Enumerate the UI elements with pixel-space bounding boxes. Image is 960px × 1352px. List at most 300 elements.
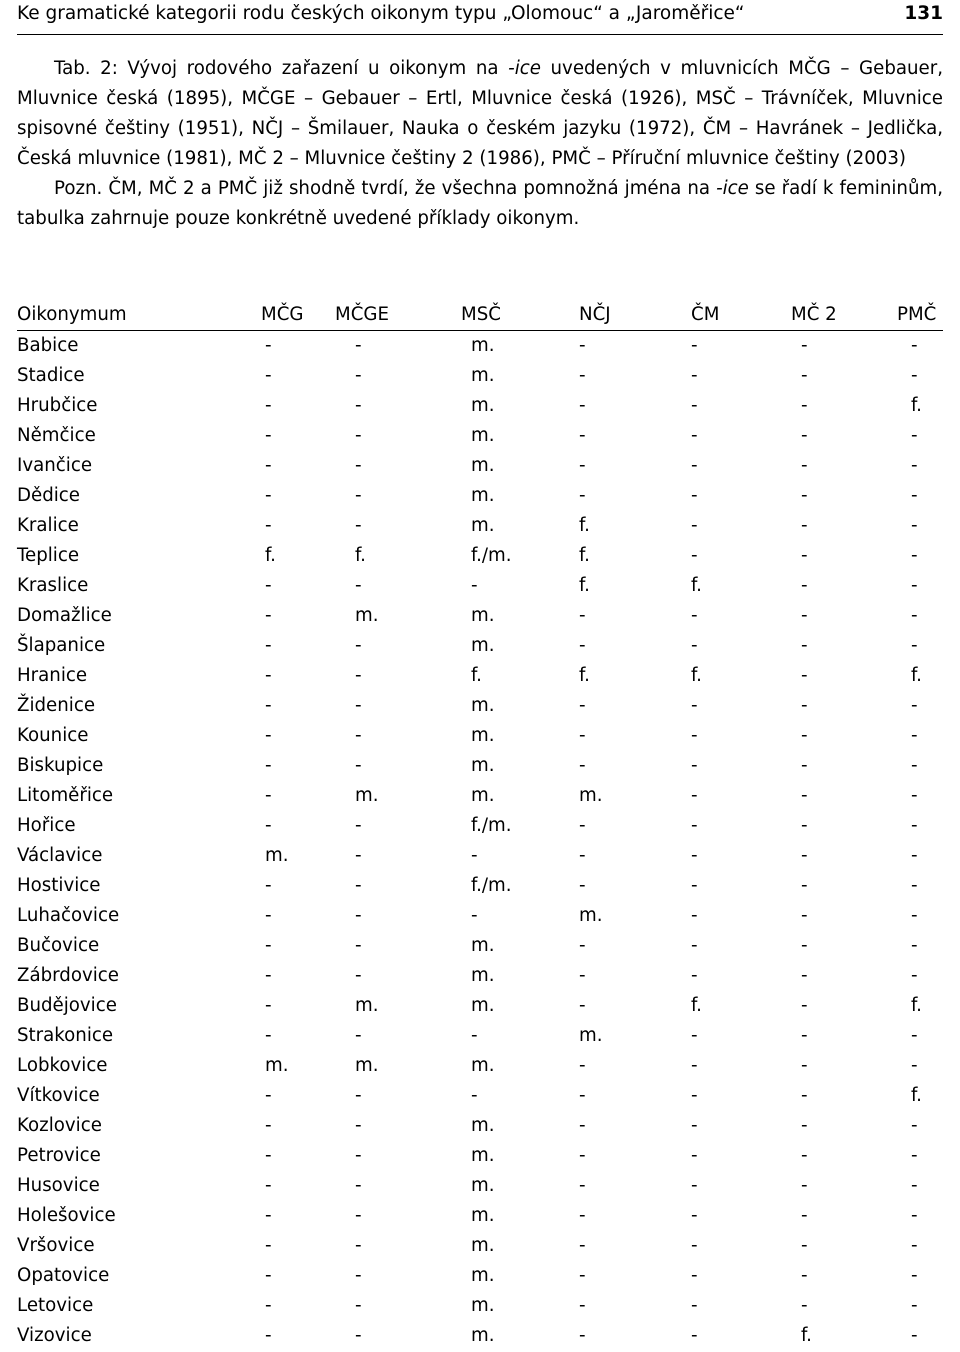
gender-value: - xyxy=(801,905,808,926)
gender-cell xyxy=(763,1021,861,1051)
gender-value: - xyxy=(355,905,362,926)
gender-value: - xyxy=(691,935,698,956)
oikonym-gender-table xyxy=(17,300,943,1351)
gender-value: f. xyxy=(691,995,702,1016)
gender-value: - xyxy=(579,995,586,1016)
gender-cell xyxy=(539,661,651,691)
gender-value: - xyxy=(801,1265,808,1286)
gender-cell xyxy=(651,781,763,811)
gender-value: - xyxy=(265,935,272,956)
gender-value: - xyxy=(265,815,272,836)
gender-value: - xyxy=(801,725,808,746)
gender-value: - xyxy=(355,635,362,656)
gender-value: - xyxy=(355,1235,362,1256)
gender-cell xyxy=(763,481,861,511)
gender-cell xyxy=(861,451,943,481)
column-header-2 xyxy=(307,300,429,331)
caption-note-prefix: Pozn. ČM, MČ 2 a PMČ již shodně tvrdí, že všechna pomnožná jména na xyxy=(54,178,717,199)
gender-value: - xyxy=(579,485,586,506)
gender-value: f. xyxy=(355,545,366,566)
table-row xyxy=(17,361,943,391)
gender-value: - xyxy=(911,635,918,656)
gender-cell xyxy=(539,421,651,451)
gender-value: f./m. xyxy=(471,815,512,836)
gender-cell xyxy=(215,871,307,901)
column-header-label: NČJ xyxy=(579,304,611,325)
gender-value: - xyxy=(691,725,698,746)
gender-cell xyxy=(861,511,943,541)
gender-cell xyxy=(763,1141,861,1171)
gender-cell xyxy=(429,901,539,931)
gender-cell xyxy=(763,1261,861,1291)
gender-value: - xyxy=(355,1265,362,1286)
gender-value: - xyxy=(579,1115,586,1136)
gender-value: - xyxy=(579,875,586,896)
oikonym-name-cell xyxy=(17,631,215,661)
gender-value: - xyxy=(355,845,362,866)
gender-cell xyxy=(651,1291,763,1321)
gender-value: - xyxy=(691,365,698,386)
gender-value: - xyxy=(911,425,918,446)
gender-cell xyxy=(539,1201,651,1231)
gender-value: - xyxy=(579,755,586,776)
column-header-label: PMČ xyxy=(897,304,937,325)
gender-cell xyxy=(651,1171,763,1201)
gender-cell xyxy=(539,1321,651,1351)
caption-title-rest: uvedených v mluvnicích MČG – Gebauer, Mluvnice česká (1895), MČGE – Gebauer – Ertl, Mluvnice česká (1926), MSČ – Trávníček, Mluvnice spisovné češtiny (1951), NČJ – Šmilauer, Nauka o českém jazyku (1972), ČM – Havránek – Jedlička, Česká mluvnice (1981), MČ 2 – Mluvnice češtiny 2 (1986), PMČ – Příruční mluvnice češtiny (2003) xyxy=(17,58,943,169)
gender-cell xyxy=(861,751,943,781)
gender-value: m. xyxy=(579,905,603,926)
gender-value: - xyxy=(265,785,272,806)
gender-value: - xyxy=(579,335,586,356)
table-row xyxy=(17,931,943,961)
gender-cell xyxy=(307,1081,429,1111)
gender-value: m. xyxy=(471,935,495,956)
gender-cell xyxy=(539,721,651,751)
gender-cell xyxy=(215,961,307,991)
oikonym-name: Opatovice xyxy=(17,1265,110,1286)
gender-cell xyxy=(429,1321,539,1351)
gender-cell xyxy=(763,1201,861,1231)
gender-value: - xyxy=(691,755,698,776)
oikonym-name-cell xyxy=(17,961,215,991)
gender-cell xyxy=(539,451,651,481)
gender-cell xyxy=(651,331,763,362)
gender-value: - xyxy=(801,665,808,686)
gender-value: - xyxy=(911,515,918,536)
gender-value: - xyxy=(579,635,586,656)
oikonym-name-cell xyxy=(17,871,215,901)
gender-value: - xyxy=(801,635,808,656)
table-row xyxy=(17,841,943,871)
oikonym-name: Vítkovice xyxy=(17,1085,100,1106)
gender-cell xyxy=(539,991,651,1021)
gender-value: - xyxy=(801,1235,808,1256)
gender-cell xyxy=(861,1051,943,1081)
oikonym-name-cell xyxy=(17,901,215,931)
gender-cell xyxy=(861,721,943,751)
gender-cell xyxy=(429,661,539,691)
gender-cell xyxy=(651,421,763,451)
gender-cell xyxy=(215,451,307,481)
gender-value: - xyxy=(579,965,586,986)
gender-value: m. xyxy=(471,365,495,386)
gender-value: m. xyxy=(471,455,495,476)
gender-cell xyxy=(651,361,763,391)
gender-value: - xyxy=(691,605,698,626)
gender-value: - xyxy=(801,965,808,986)
gender-value: - xyxy=(691,875,698,896)
gender-cell xyxy=(215,1081,307,1111)
oikonym-name-cell xyxy=(17,1201,215,1231)
gender-cell xyxy=(651,481,763,511)
oikonym-name: Holešovice xyxy=(17,1205,116,1226)
gender-value: m. xyxy=(355,1055,379,1076)
gender-value: - xyxy=(579,1145,586,1166)
gender-value: - xyxy=(579,1235,586,1256)
gender-cell xyxy=(861,1081,943,1111)
gender-cell xyxy=(429,421,539,451)
gender-value: m. xyxy=(471,485,495,506)
gender-cell xyxy=(307,1021,429,1051)
gender-cell xyxy=(215,1051,307,1081)
oikonym-name: Strakonice xyxy=(17,1025,114,1046)
gender-cell xyxy=(307,1231,429,1261)
gender-cell xyxy=(539,1141,651,1171)
gender-cell xyxy=(861,571,943,601)
gender-cell xyxy=(539,631,651,661)
table-row xyxy=(17,1291,943,1321)
gender-cell xyxy=(307,691,429,721)
gender-cell xyxy=(215,751,307,781)
gender-value: - xyxy=(911,965,918,986)
gender-value: - xyxy=(355,755,362,776)
gender-cell xyxy=(539,1111,651,1141)
gender-value: - xyxy=(911,545,918,566)
page-number: 131 xyxy=(904,3,943,24)
gender-cell xyxy=(539,751,651,781)
gender-cell xyxy=(429,601,539,631)
gender-value: m. xyxy=(471,515,495,536)
gender-cell xyxy=(539,511,651,541)
gender-cell xyxy=(215,991,307,1021)
gender-cell xyxy=(539,1231,651,1261)
gender-cell xyxy=(215,481,307,511)
caption-title-suffix: -ice xyxy=(508,58,541,79)
gender-cell xyxy=(429,331,539,362)
oikonym-name: Židenice xyxy=(17,695,96,716)
gender-value: m. xyxy=(265,845,289,866)
oikonym-name-cell xyxy=(17,541,215,571)
table-row xyxy=(17,721,943,751)
gender-value: - xyxy=(801,1085,808,1106)
gender-value: - xyxy=(911,1115,918,1136)
oikonym-name-cell xyxy=(17,1111,215,1141)
column-header-oikonymum xyxy=(17,300,215,331)
gender-value: f. xyxy=(691,665,702,686)
gender-cell xyxy=(763,751,861,781)
caption-note-suffix: -ice xyxy=(716,178,749,199)
oikonym-name-cell xyxy=(17,1081,215,1111)
gender-cell xyxy=(307,721,429,751)
table-row xyxy=(17,811,943,841)
oikonym-name: Biskupice xyxy=(17,755,104,776)
gender-value: - xyxy=(691,1085,698,1106)
oikonym-name-cell xyxy=(17,661,215,691)
oikonym-name: Babice xyxy=(17,335,79,356)
gender-cell xyxy=(763,331,861,362)
table-header-row xyxy=(17,300,943,331)
table-row xyxy=(17,1111,943,1141)
gender-value: - xyxy=(355,1115,362,1136)
gender-cell xyxy=(307,331,429,362)
oikonym-name-cell xyxy=(17,421,215,451)
gender-value: - xyxy=(265,365,272,386)
oikonym-name-cell xyxy=(17,1321,215,1351)
gender-cell xyxy=(651,871,763,901)
gender-value: - xyxy=(579,365,586,386)
table-row xyxy=(17,1321,943,1351)
gender-value: m. xyxy=(355,785,379,806)
column-header-label: MČGE xyxy=(335,304,389,325)
gender-cell xyxy=(307,781,429,811)
gender-value: - xyxy=(801,755,808,776)
gender-value: - xyxy=(911,725,918,746)
gender-cell xyxy=(763,721,861,751)
oikonym-name-cell xyxy=(17,1021,215,1051)
gender-value: - xyxy=(911,455,918,476)
gender-cell xyxy=(429,931,539,961)
gender-cell xyxy=(651,901,763,931)
gender-value: - xyxy=(691,1205,698,1226)
gender-cell xyxy=(861,541,943,571)
table-row xyxy=(17,901,943,931)
table-row xyxy=(17,1231,943,1261)
gender-cell xyxy=(651,1021,763,1051)
gender-cell xyxy=(429,811,539,841)
oikonym-name-cell xyxy=(17,361,215,391)
oikonym-name-cell xyxy=(17,571,215,601)
gender-value: - xyxy=(355,365,362,386)
gender-value: - xyxy=(911,1055,918,1076)
gender-value: - xyxy=(911,1325,918,1346)
gender-value: - xyxy=(691,695,698,716)
gender-cell xyxy=(861,1171,943,1201)
gender-cell xyxy=(429,1171,539,1201)
gender-value: - xyxy=(265,905,272,926)
gender-value: m. xyxy=(471,635,495,656)
gender-value: - xyxy=(355,425,362,446)
caption-note xyxy=(17,174,943,234)
table-row xyxy=(17,1261,943,1291)
oikonym-name-cell xyxy=(17,751,215,781)
gender-value: - xyxy=(265,1115,272,1136)
gender-value: - xyxy=(911,935,918,956)
gender-value: - xyxy=(691,1115,698,1136)
gender-value: - xyxy=(471,905,478,926)
gender-value: - xyxy=(579,455,586,476)
gender-value: - xyxy=(911,605,918,626)
table-row xyxy=(17,1141,943,1171)
gender-cell xyxy=(429,571,539,601)
gender-cell xyxy=(307,1141,429,1171)
oikonym-name: Stadice xyxy=(17,365,85,386)
gender-cell xyxy=(307,1111,429,1141)
gender-value: m. xyxy=(471,395,495,416)
gender-value: - xyxy=(579,1175,586,1196)
oikonym-name-cell xyxy=(17,1261,215,1291)
gender-value: - xyxy=(265,515,272,536)
gender-value: - xyxy=(355,1295,362,1316)
gender-cell xyxy=(307,1261,429,1291)
gender-value: - xyxy=(355,935,362,956)
caption-title-prefix: Tab. 2: Vývoj rodového zařazení u oikonym na xyxy=(54,58,509,79)
gender-cell xyxy=(861,961,943,991)
gender-value: - xyxy=(801,785,808,806)
gender-cell xyxy=(215,421,307,451)
gender-value: - xyxy=(265,1025,272,1046)
gender-cell xyxy=(429,1111,539,1141)
gender-value: - xyxy=(801,1205,808,1226)
oikonym-name-cell xyxy=(17,841,215,871)
gender-cell xyxy=(763,931,861,961)
gender-value: - xyxy=(265,695,272,716)
gender-value: f./m. xyxy=(471,875,512,896)
gender-value: m. xyxy=(471,1205,495,1226)
gender-value: - xyxy=(691,485,698,506)
gender-cell xyxy=(307,541,429,571)
gender-value: m. xyxy=(579,785,603,806)
gender-cell xyxy=(651,1201,763,1231)
table-row xyxy=(17,991,943,1021)
table-row xyxy=(17,1081,943,1111)
gender-value: - xyxy=(691,425,698,446)
gender-value: - xyxy=(265,1085,272,1106)
table-row xyxy=(17,421,943,451)
gender-value: - xyxy=(265,1325,272,1346)
oikonym-name: Petrovice xyxy=(17,1145,101,1166)
oikonym-name: Bučovice xyxy=(17,935,100,956)
gender-cell xyxy=(763,511,861,541)
oikonym-name: Zábrdovice xyxy=(17,965,119,986)
gender-value: - xyxy=(801,455,808,476)
gender-value: - xyxy=(355,1145,362,1166)
gender-cell xyxy=(429,781,539,811)
gender-cell xyxy=(861,1111,943,1141)
gender-value: - xyxy=(911,845,918,866)
gender-value: - xyxy=(911,785,918,806)
gender-value: - xyxy=(579,605,586,626)
gender-cell xyxy=(861,1021,943,1051)
gender-cell xyxy=(429,391,539,421)
gender-value: - xyxy=(691,1325,698,1346)
gender-value: - xyxy=(911,485,918,506)
table-row xyxy=(17,691,943,721)
gender-cell xyxy=(763,781,861,811)
gender-cell xyxy=(861,331,943,362)
gender-value: - xyxy=(801,365,808,386)
gender-cell xyxy=(307,1291,429,1321)
gender-cell xyxy=(763,691,861,721)
gender-cell xyxy=(539,541,651,571)
table-row xyxy=(17,1171,943,1201)
gender-value: - xyxy=(801,605,808,626)
gender-value: - xyxy=(691,545,698,566)
gender-cell xyxy=(215,601,307,631)
gender-value: - xyxy=(579,1265,586,1286)
gender-cell xyxy=(307,601,429,631)
gender-value: - xyxy=(691,395,698,416)
gender-cell xyxy=(215,1291,307,1321)
gender-cell xyxy=(307,661,429,691)
gender-value: - xyxy=(691,335,698,356)
column-header-6 xyxy=(763,300,861,331)
gender-value: - xyxy=(691,1055,698,1076)
gender-cell xyxy=(215,331,307,362)
gender-cell xyxy=(429,631,539,661)
gender-cell xyxy=(539,1021,651,1051)
gender-cell xyxy=(861,781,943,811)
gender-cell xyxy=(763,1111,861,1141)
gender-value: - xyxy=(801,545,808,566)
gender-cell xyxy=(215,721,307,751)
gender-cell xyxy=(651,601,763,631)
gender-value: - xyxy=(579,815,586,836)
gender-cell xyxy=(429,961,539,991)
oikonym-name: Litoměřice xyxy=(17,785,114,806)
column-header-7 xyxy=(861,300,943,331)
gender-cell xyxy=(763,1231,861,1261)
gender-value: f. xyxy=(579,575,590,596)
gender-value: - xyxy=(355,335,362,356)
gender-value: - xyxy=(579,1325,586,1346)
gender-cell xyxy=(429,1021,539,1051)
gender-value: f. xyxy=(691,575,702,596)
gender-cell xyxy=(307,811,429,841)
gender-cell xyxy=(429,1261,539,1291)
oikonym-name-cell xyxy=(17,721,215,751)
gender-cell xyxy=(539,1171,651,1201)
gender-value: - xyxy=(355,665,362,686)
gender-cell xyxy=(651,661,763,691)
gender-cell xyxy=(651,721,763,751)
gender-value: m. xyxy=(471,725,495,746)
gender-value: - xyxy=(691,1145,698,1166)
oikonym-name: Hranice xyxy=(17,665,88,686)
gender-cell xyxy=(861,481,943,511)
gender-value: - xyxy=(265,1175,272,1196)
gender-value: - xyxy=(801,395,808,416)
gender-value: - xyxy=(355,1025,362,1046)
gender-cell xyxy=(539,871,651,901)
gender-value: - xyxy=(355,575,362,596)
gender-value: - xyxy=(801,1025,808,1046)
gender-value: - xyxy=(691,635,698,656)
gender-value: - xyxy=(911,905,918,926)
gender-cell xyxy=(763,991,861,1021)
gender-value: m. xyxy=(471,1325,495,1346)
column-header-label: MČ 2 xyxy=(791,304,837,325)
gender-value: f. xyxy=(265,545,276,566)
gender-cell xyxy=(429,1201,539,1231)
gender-cell xyxy=(651,751,763,781)
column-header-5 xyxy=(651,300,763,331)
gender-cell xyxy=(539,481,651,511)
gender-value: - xyxy=(911,365,918,386)
gender-value: - xyxy=(471,845,478,866)
column-header-label: MČG xyxy=(261,304,304,325)
table-row xyxy=(17,631,943,661)
